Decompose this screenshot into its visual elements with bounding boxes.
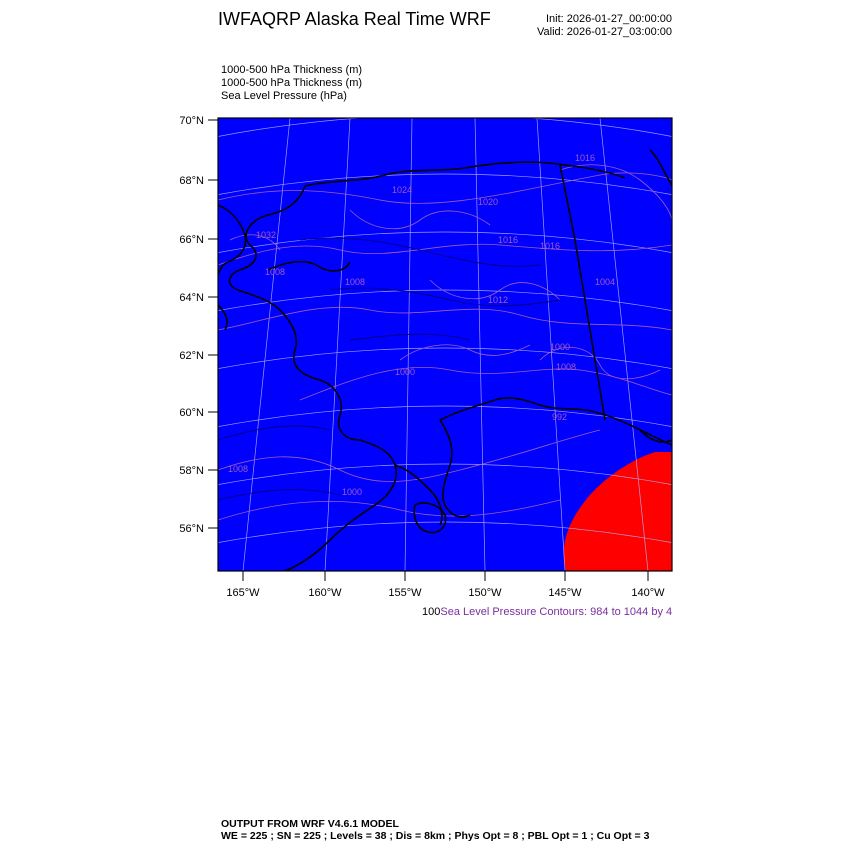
lon-tick-label: 160°W (308, 587, 342, 599)
lon-tick-label: 165°W (226, 587, 260, 599)
lat-tick-label: 64°N (179, 292, 204, 304)
contour-label: 1016 (540, 241, 561, 251)
contour-label: 1000 (395, 367, 416, 377)
lat-tick-label: 62°N (179, 350, 204, 362)
lat-tick-label: 70°N (179, 115, 204, 127)
valid-time: Valid: 2026-01-27_03:00:00 (537, 26, 672, 38)
field-thickness-1: 1000-500 hPa Thickness (m) (221, 64, 363, 76)
model-footer (221, 818, 649, 842)
contour-label: 1000 (550, 342, 571, 352)
contour-label: 1008 (265, 267, 286, 277)
contour-label: 1016 (575, 153, 596, 163)
lat-tick-label: 66°N (179, 234, 204, 246)
plot-title: IWFAQRP Alaska Real Time WRF (218, 9, 491, 29)
contour-label: 1016 (498, 235, 519, 245)
contour-label: 1024 (392, 185, 413, 195)
lat-tick-label: 56°N (179, 523, 204, 535)
field-thickness-2: 1000-500 hPa Thickness (m) (221, 77, 363, 89)
legend-contour-text: Sea Level Pressure Contours: 984 to 1044 by 4 (440, 606, 673, 618)
contour-legend (422, 606, 672, 618)
field-slp: Sea Level Pressure (hPa) (221, 90, 347, 102)
contour-label: 1012 (488, 295, 509, 305)
contour-label: 1000 (342, 487, 363, 497)
footer-line-2: WE = 225 ; SN = 225 ; Levels = 38 ; Dis = 8km ; Phys Opt = 8 ; PBL Opt = 1 ; Cu Opt = 3 (221, 830, 650, 842)
lat-axis (179, 115, 218, 535)
lat-tick-label: 68°N (179, 175, 204, 187)
lat-tick-label: 58°N (179, 465, 204, 477)
lon-tick-label: 150°W (468, 587, 502, 599)
contour-label: 1008 (345, 277, 366, 287)
lat-tick-label: 60°N (179, 407, 204, 419)
footer-line-1: OUTPUT FROM WRF V4.6.1 MODEL (221, 818, 399, 830)
lon-tick-label: 140°W (631, 587, 665, 599)
lon-tick-label: 155°W (388, 587, 422, 599)
lon-axis (226, 571, 665, 599)
contour-label: 1008 (556, 362, 577, 372)
legend-min-value: 100 (422, 606, 441, 618)
contour-label: 1032 (256, 230, 277, 240)
contour-label: 1008 (228, 464, 249, 474)
contour-label: 1004 (595, 277, 616, 287)
contour-label: 1020 (478, 197, 499, 207)
lon-tick-label: 145°W (548, 587, 582, 599)
contour-label: 992 (552, 412, 568, 422)
init-time: Init: 2026-01-27_00:00:00 (546, 13, 672, 25)
